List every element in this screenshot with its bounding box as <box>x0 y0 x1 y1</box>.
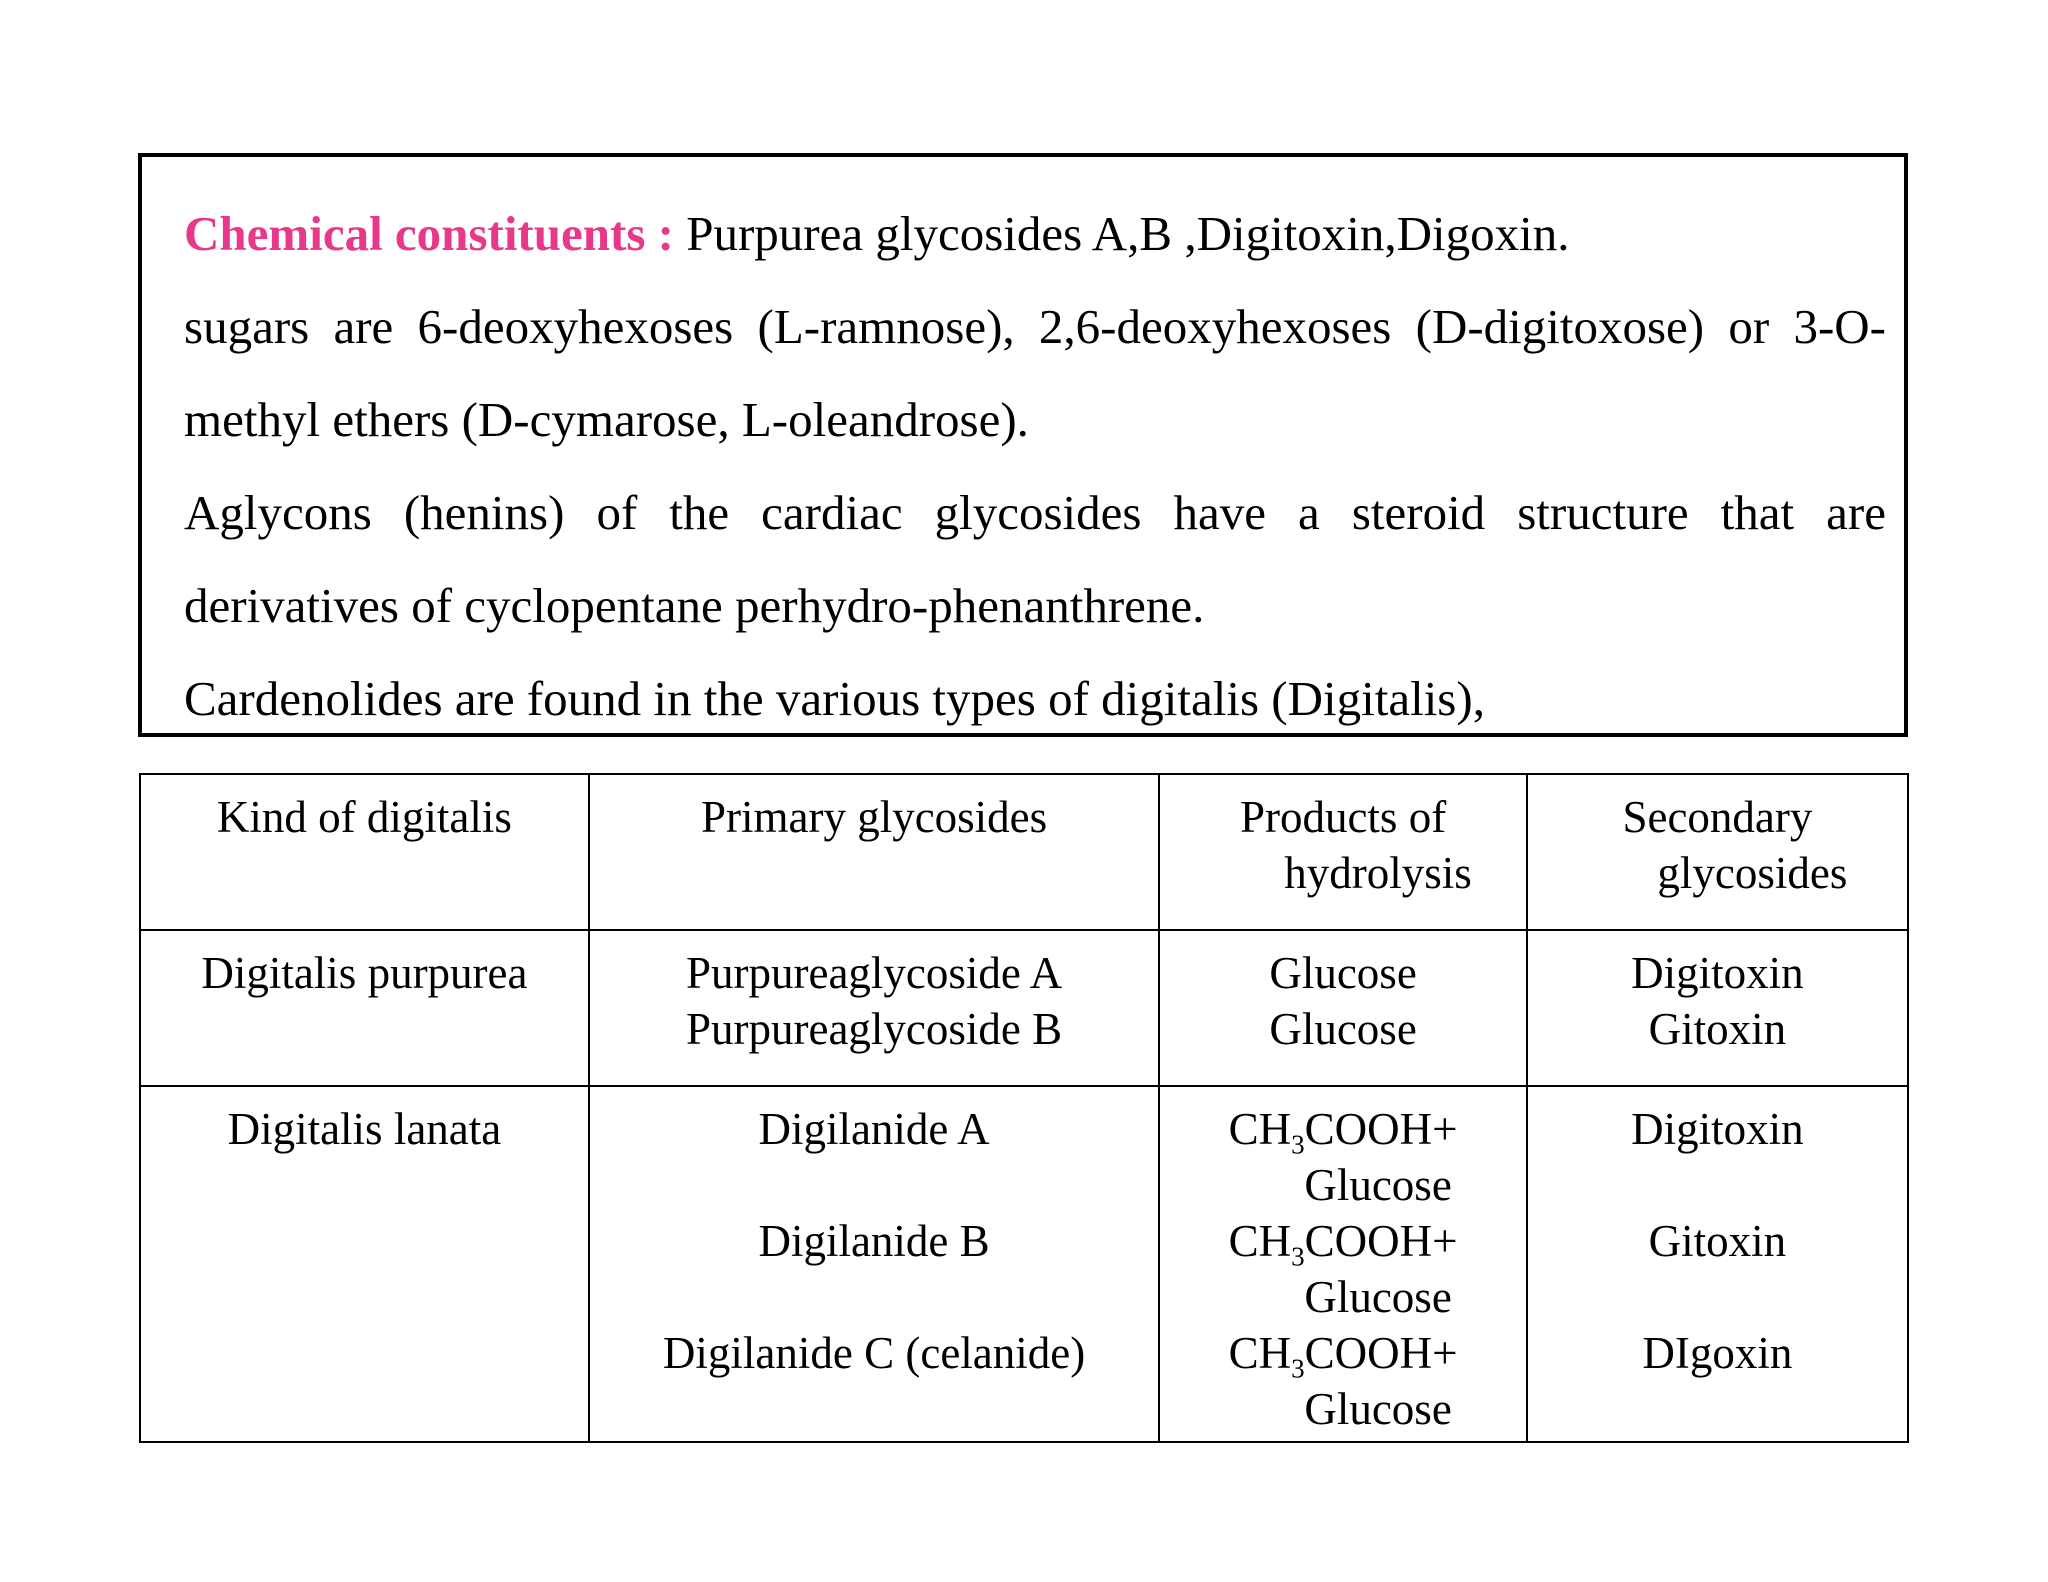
purpurea-kind <box>140 930 589 1086</box>
lanata-kind <box>140 1086 589 1442</box>
acid-formula-prefix: CH <box>1228 1328 1292 1378</box>
constituents-label: Chemical constituents : <box>184 206 674 261</box>
acid-formula-prefix: CH <box>1228 1104 1292 1154</box>
spacer <box>600 1157 1148 1213</box>
header-kind-text: Kind of digitalis <box>216 792 512 842</box>
header-products <box>1159 774 1527 930</box>
acid-formula-suffix: COOH+ <box>1304 1104 1458 1154</box>
aglycons-line-1: Aglycons (henins) of the cardiac glycosides have a steroid structure that are <box>184 485 1886 540</box>
header-primary-text: Primary glycosides <box>700 792 1048 842</box>
purpurea-products <box>1159 930 1527 1086</box>
lanata-product-glucose-2: Glucose <box>1304 1272 1452 1322</box>
purpurea-primary-2: Purpureaglycoside B <box>685 1004 1063 1054</box>
lanata-secondary-1: Digitoxin <box>1631 1104 1804 1154</box>
purpurea-products-1: Glucose <box>1269 948 1417 998</box>
chemical-constituents-box <box>138 153 1908 737</box>
header-kind <box>140 774 589 930</box>
purpurea-kind-text: Digitalis purpurea <box>201 948 528 998</box>
table-header-row <box>140 774 1908 930</box>
lanata-primary <box>589 1086 1159 1442</box>
lanata-product-glucose-3: Glucose <box>1304 1384 1452 1434</box>
header-products-line-2: hydrolysis <box>1284 848 1472 898</box>
spacer <box>1538 1157 1897 1213</box>
lanata-primary-1: Digilanide A <box>758 1104 990 1154</box>
spacer <box>600 1269 1148 1325</box>
lanata-primary-3: Digilanide C (celanide) <box>662 1328 1086 1378</box>
purpurea-primary <box>589 930 1159 1086</box>
acid-formula-subscript: 3 <box>1291 1353 1305 1384</box>
cardenolides-line: Cardenolides are found in the various types of digitalis (Digitalis), <box>184 671 1485 726</box>
lanata-secondary-2: Gitoxin <box>1648 1216 1787 1266</box>
lanata-secondary <box>1527 1086 1908 1442</box>
purpurea-secondary-1: Digitoxin <box>1631 948 1804 998</box>
acid-formula-suffix: COOH+ <box>1304 1216 1458 1266</box>
header-secondary-line-2: glycosides <box>1657 848 1848 898</box>
sugars-line-2: methyl ethers (D-cymarose, L-oleandrose). <box>184 392 1029 447</box>
digitalis-glycosides-table <box>139 773 1909 1443</box>
acid-formula-prefix: CH <box>1228 1216 1292 1266</box>
lanata-secondary-3: DIgoxin <box>1642 1328 1793 1378</box>
constituents-line <box>184 187 1886 280</box>
acid-formula-subscript: 3 <box>1291 1129 1305 1160</box>
acid-formula-suffix: COOH+ <box>1304 1328 1458 1378</box>
header-products-line-1: Products of <box>1239 792 1447 842</box>
header-secondary <box>1527 774 1908 930</box>
lanata-product-acid-1 <box>1170 1101 1516 1160</box>
acid-formula-subscript: 3 <box>1291 1241 1305 1272</box>
lanata-primary-2: Digilanide B <box>758 1216 990 1266</box>
lanata-kind-text: Digitalis lanata <box>227 1104 502 1154</box>
lanata-product-glucose-1: Glucose <box>1304 1160 1452 1210</box>
spacer <box>1538 1269 1897 1325</box>
lanata-products <box>1159 1086 1527 1442</box>
purpurea-primary-1: Purpureaglycoside A <box>685 948 1063 998</box>
lanata-product-acid-2 <box>1170 1213 1516 1272</box>
table-row-purpurea <box>140 930 1908 1086</box>
sugars-line-1: sugars are 6-deoxyhexoses (L-ramnose), 2,6-deoxyhexoses (D-digitoxose) or 3-O- <box>184 299 1886 354</box>
constituents-list: Purpurea glycosides A,B ,Digitoxin,Digoxin. <box>673 206 1570 261</box>
purpurea-secondary <box>1527 930 1908 1086</box>
aglycons-line-2: derivatives of cyclopentane perhydro-phenanthrene. <box>184 578 1205 633</box>
table-row-lanata <box>140 1086 1908 1442</box>
purpurea-secondary-2: Gitoxin <box>1648 1004 1787 1054</box>
header-primary <box>589 774 1159 930</box>
purpurea-products-2: Glucose <box>1269 1004 1417 1054</box>
lanata-product-acid-3 <box>1170 1325 1516 1384</box>
header-secondary-line-1: Secondary <box>1622 792 1813 842</box>
